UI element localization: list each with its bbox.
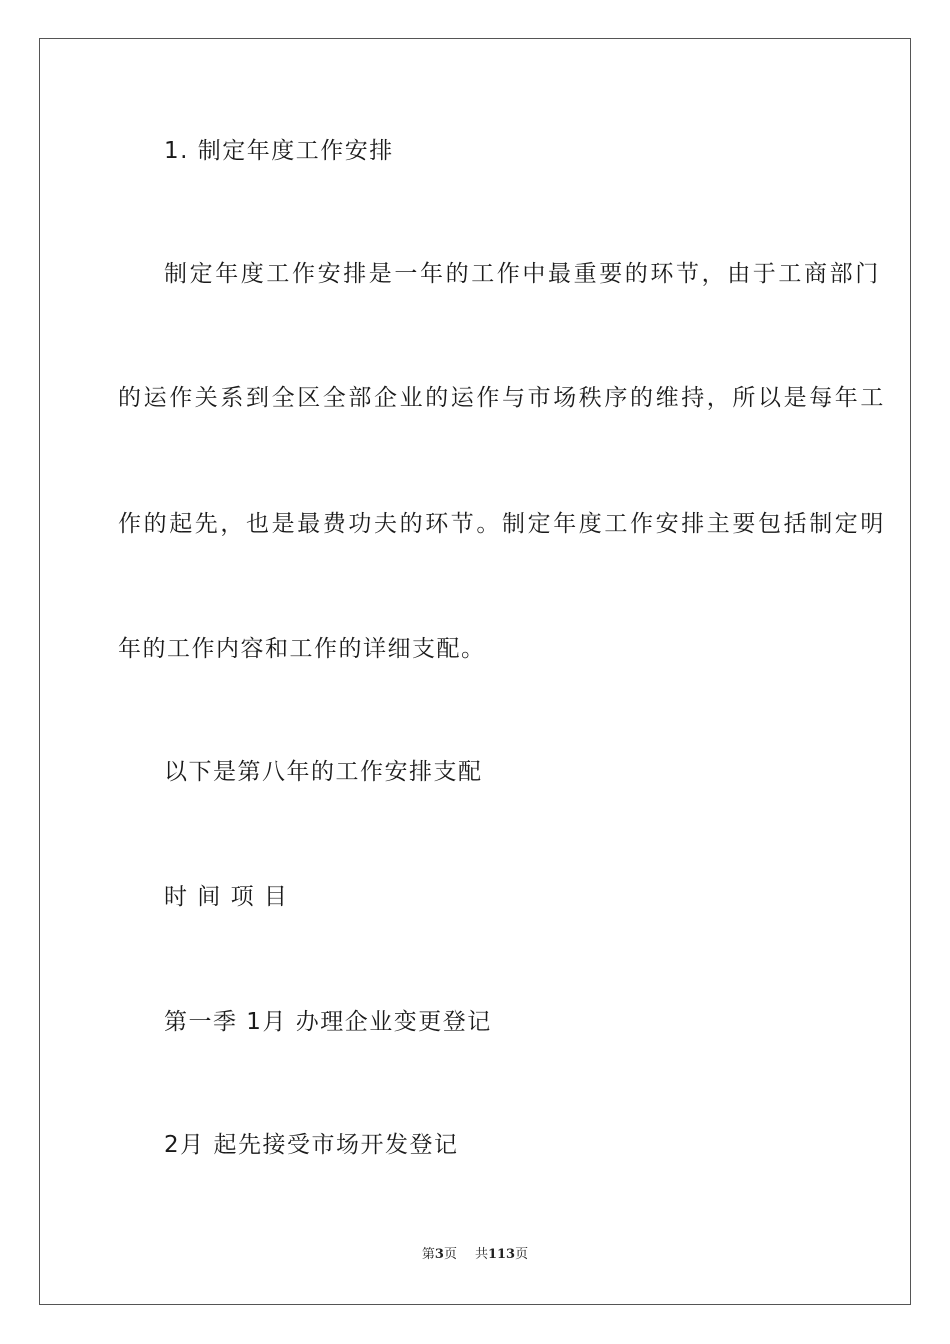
page-number: 3 [434, 1247, 444, 1262]
page-prefix: 第 [421, 1247, 435, 1262]
paragraph-line: 作的起先，也是最费功夫的环节。制定年度工作安排主要包括制定明 [118, 511, 886, 537]
total-pages: 113 [487, 1247, 516, 1262]
page-border [39, 38, 911, 1305]
schedule-intro: 以下是第八年的工作安排支配 [164, 759, 483, 785]
page-suffix: 页 [443, 1247, 457, 1262]
page-footer [0, 1246, 950, 1264]
paragraph-line: 年的工作内容和工作的详细支配。 [118, 636, 486, 662]
schedule-row: 第一季 1月 办理企业变更登记 [164, 1009, 492, 1035]
schedule-header: 时 间 项 目 [164, 884, 289, 910]
total-prefix: 共 [474, 1247, 488, 1262]
section-heading: 1. 制定年度工作安排 [164, 138, 394, 164]
paragraph-line: 制定年度工作安排是一年的工作中最重要的环节，由于工商部门 [164, 261, 881, 287]
paragraph-line: 的运作关系到全区全部企业的运作与市场秩序的维持，所以是每年工 [118, 385, 886, 411]
total-suffix: 页 [515, 1247, 529, 1262]
schedule-row: 2月 起先接受市场开发登记 [164, 1132, 459, 1158]
